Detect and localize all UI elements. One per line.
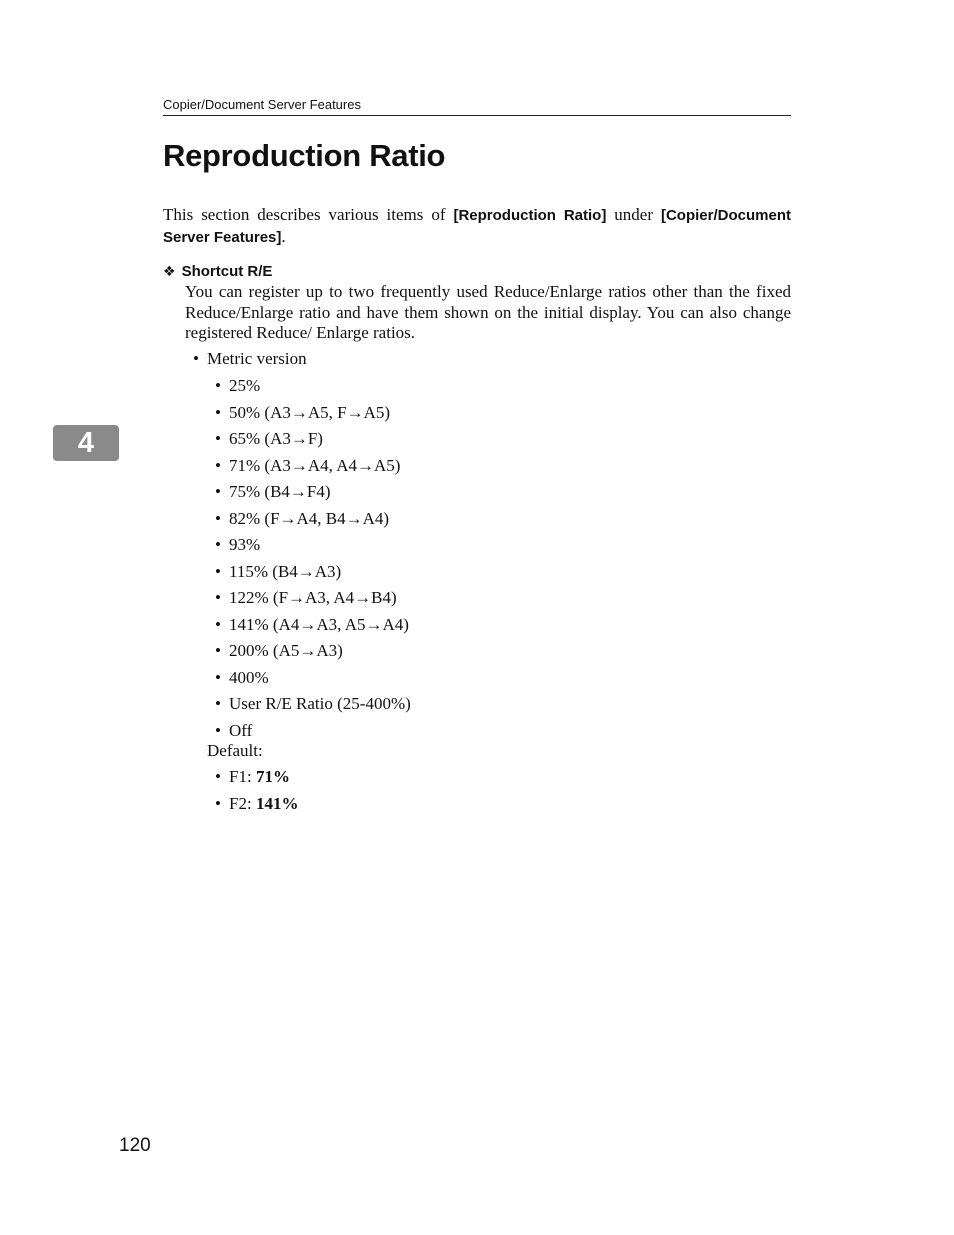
- bullet-icon: •: [215, 720, 221, 740]
- bullet-icon: •: [215, 793, 221, 813]
- intro-text-middle: under: [606, 205, 661, 224]
- bullet-icon: •: [215, 694, 221, 713]
- ratio-text: User R/E Ratio (25-400%): [229, 694, 411, 713]
- ratio-text: 400%: [229, 667, 269, 687]
- ratio-text: 75% (B4→F4): [229, 482, 331, 501]
- bullet-icon: •: [215, 402, 221, 422]
- ratio-text: 93%: [229, 535, 261, 554]
- intro-paragraph: [163, 204, 791, 248]
- bullet-icon: •: [215, 535, 221, 554]
- ratio-list: [207, 375, 411, 746]
- section-heading: [163, 261, 272, 282]
- ratio-text: Off: [229, 720, 253, 740]
- ratio-item: [207, 428, 411, 455]
- default-label: Default:: [207, 741, 263, 760]
- diamond-bullet-icon: ❖: [163, 263, 176, 279]
- bullet-icon: •: [215, 588, 221, 607]
- intro-term-copier-features: [Copier/Document Server Features]: [163, 207, 791, 246]
- ratio-text: 71% (A3→A4, A4→A5): [229, 455, 401, 475]
- bullet-icon: •: [215, 641, 221, 660]
- ratio-item: [207, 561, 411, 588]
- intro-text-after: .: [281, 227, 286, 246]
- bullet-icon: •: [193, 349, 199, 368]
- metric-version-label: Metric version: [207, 349, 307, 368]
- default-item: [207, 793, 298, 820]
- ratio-text: 115% (B4→A3): [229, 561, 342, 581]
- default-list: [207, 766, 298, 819]
- ratio-text: 82% (F→A4, B4→A4): [229, 508, 390, 528]
- default-key: F2:: [229, 793, 256, 813]
- ratio-item: [207, 667, 411, 694]
- page-number: 120: [119, 1135, 151, 1156]
- chapter-tab: 4: [53, 425, 119, 461]
- ratio-text: 50% (A3→A5, F→A5): [229, 402, 391, 422]
- ratio-item: [207, 693, 411, 720]
- bullet-icon: •: [215, 455, 221, 475]
- metric-version-item: [185, 348, 307, 370]
- section-description: You can register up to two frequently used Reduce/Enlarge ratios other than the fixed Reduce/Enlarge ratio and have them shown on the initial display. You can also change registered Reduce/ Enlarge ratios.: [185, 282, 791, 342]
- bullet-icon: •: [215, 767, 221, 786]
- default-item: [207, 766, 298, 793]
- ratio-text: 200% (A5→A3): [229, 641, 343, 660]
- ratio-item: [207, 614, 411, 641]
- intro-term-reproduction-ratio: [Reproduction Ratio]: [453, 207, 607, 224]
- ratio-item: [207, 455, 411, 482]
- default-value: 71%: [255, 767, 290, 786]
- ratio-item: [207, 402, 411, 429]
- bullet-icon: •: [215, 667, 221, 687]
- section-heading-text: Shortcut R/E: [181, 263, 273, 280]
- ratio-item: [207, 508, 411, 535]
- default-value: 141%: [255, 793, 299, 813]
- bullet-icon: •: [215, 614, 221, 634]
- bullet-icon: •: [215, 508, 221, 528]
- ratio-item: [207, 587, 411, 614]
- ratio-item: [207, 375, 411, 402]
- ratio-text: 141% (A4→A3, A5→A4): [229, 614, 409, 634]
- ratio-text: 65% (A3→F): [229, 429, 323, 448]
- default-key: F1:: [229, 767, 256, 786]
- bullet-icon: •: [215, 561, 221, 581]
- intro-text-before: This section describes various items of: [163, 205, 454, 224]
- ratio-item: [207, 481, 411, 508]
- bullet-icon: •: [215, 429, 221, 448]
- bullet-icon: •: [215, 482, 221, 501]
- ratio-item: [207, 534, 411, 561]
- bullet-icon: •: [215, 376, 221, 395]
- ratio-text: 122% (F→A3, A4→B4): [229, 588, 397, 607]
- running-header: Copier/Document Server Features: [163, 96, 791, 116]
- ratio-text: 25%: [229, 376, 261, 395]
- ratio-item: [207, 640, 411, 667]
- page-title: Reproduction Ratio: [163, 138, 446, 173]
